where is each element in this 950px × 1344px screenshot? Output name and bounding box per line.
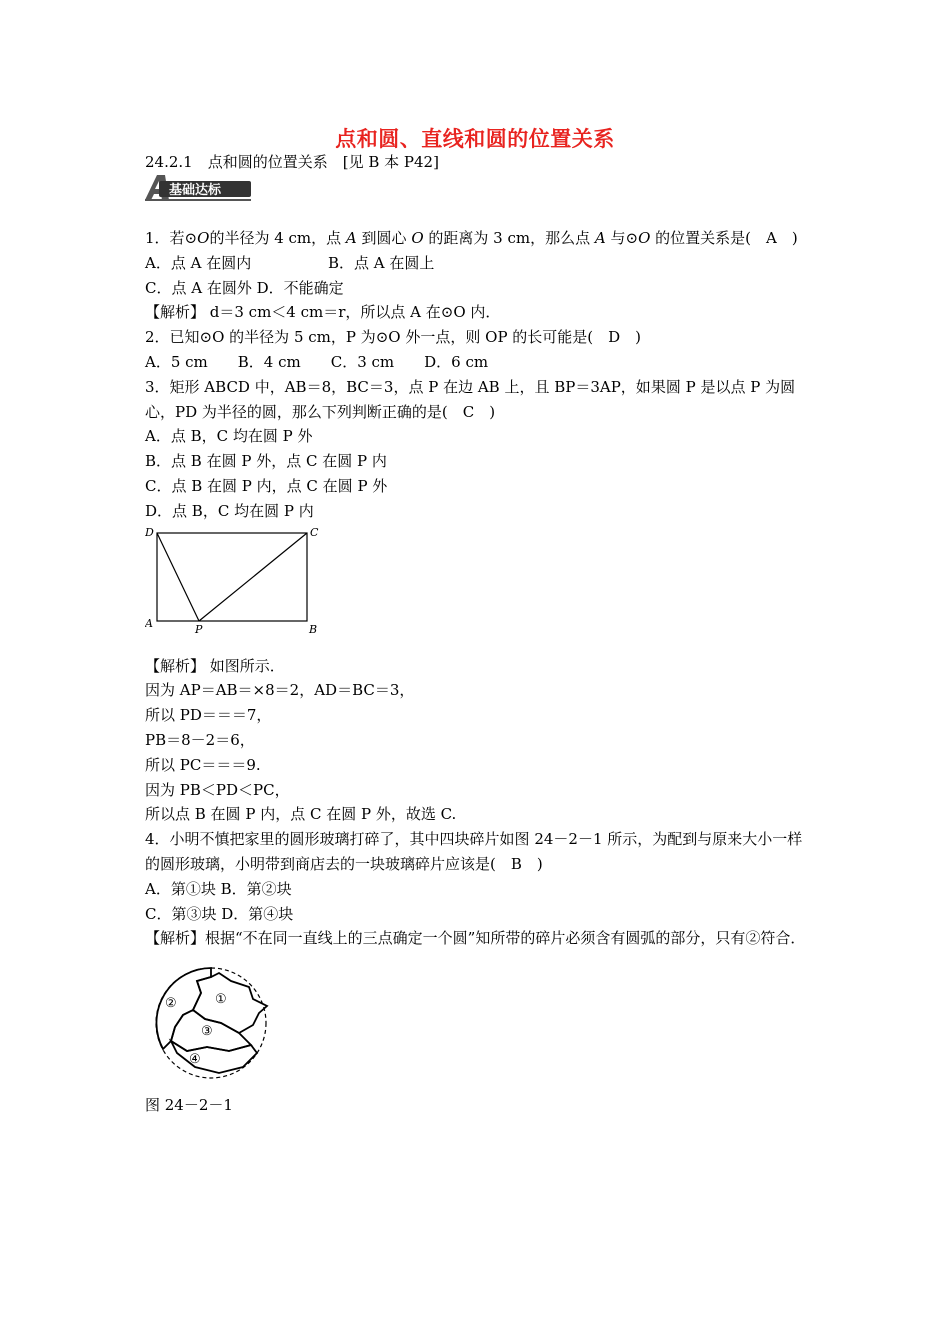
q3-stem: 3．矩形 ABCD 中，AB＝8，BC＝3，点 P 在边 AB 上，且 BP＝3AP，如果圆 P 是以点 P 为圆心，PD 为半径的圆，那么下列判断正确的是( C )	[145, 377, 796, 421]
label-d: D	[145, 525, 154, 539]
label-piece-4: ④	[189, 1052, 201, 1068]
rectangle-figure	[145, 526, 325, 634]
q3-analysis-2: 因为 AP＝AB＝×8＝2，AD＝BC＝3，	[145, 681, 415, 700]
q4-stem: 4．小明不慎把家里的圆形玻璃打碎了，其中四块碎片如图 24－2－1 所示，为配到与原来大小一样的圆形玻璃，小明带到商店去的一块玻璃碎片应该是( B )	[145, 830, 803, 873]
q4-options-ab: A．第①块 B．第②块	[145, 879, 292, 898]
q2-options: A．5 cm B．4 cm C．3 cm D．6 cm	[145, 352, 489, 371]
q3-analysis-3: 所以 PD＝＝＝7，	[145, 706, 272, 725]
rect-abcd	[157, 533, 307, 621]
figure-caption: 图 24－2－1	[145, 1096, 233, 1115]
label-piece-1: ①	[215, 992, 227, 1008]
q4-analysis: 【解析】根据“不在同一直线上的三点确定一个圆”知所带的碎片必须含有圆弧的部分，只有②符合．	[145, 929, 806, 948]
q1-options-cd: C．点 A 在圆外 D．不能确定	[145, 278, 344, 297]
q2-stem: 2．已知⊙O 的半径为 5 cm，P 为⊙O 外一点，则 OP 的长可能是( D )	[145, 328, 642, 347]
segment-pc	[199, 533, 307, 621]
q3-analysis-7: 所以点 B 在圆 P 内，点 C 在圆 P 外，故选 C.	[145, 805, 457, 824]
q3-option-b: B．点 B 在圆 P 外，点 C 在圆 P 内	[145, 452, 387, 471]
badge-label: 基础达标	[169, 183, 222, 198]
piece-4	[171, 1041, 257, 1073]
segment-pd	[157, 533, 199, 621]
question-content	[145, 226, 815, 1118]
q3-option-a: A．点 B，C 均在圆 P 外	[145, 427, 313, 446]
q1-options-ab: A．点 A 在圆内 B．点 A 在圆上	[145, 253, 435, 272]
q3-analysis-1: 【解析】 如图所示．	[145, 656, 285, 675]
label-c: C	[310, 525, 319, 539]
label-p: P	[195, 622, 203, 634]
q4-options-cd: C．第③块 D．第④块	[145, 904, 294, 923]
label-a: A	[145, 616, 153, 630]
label-b: B	[309, 622, 318, 634]
q1-analysis: 【解析】 d＝3 cm＜4 cm＝r，所以点 A 在⊙O 内．	[145, 303, 501, 322]
label-piece-2: ②	[165, 996, 177, 1012]
badge-underline	[145, 199, 251, 201]
section-heading: 24.2.1 点和圆的位置关系 [见 B 本 P42]	[145, 153, 439, 171]
label-piece-3: ③	[201, 1024, 213, 1040]
q3-analysis-6: 因为 PB＜PD＜PC，	[145, 780, 290, 799]
q3-analysis-4: PB＝8－2＝6，	[145, 730, 255, 749]
q3-analysis-5: 所以 PC＝＝＝9.	[145, 755, 261, 774]
q3-option-d: D．点 B，C 均在圆 P 内	[145, 501, 314, 520]
broken-glass-figure	[149, 963, 279, 1079]
q1-stem: 1．若⊙O的半径为 4 cm，点 A 到圆心 O 的距离为 3 cm，那么点 A 与⊙O 的位置关系是( A )	[145, 229, 798, 247]
basic-badge	[143, 173, 253, 203]
page-title: 点和圆、直线和圆的位置关系	[335, 127, 615, 151]
q3-option-c: C．点 B 在圆 P 内，点 C 在圆 P 外	[145, 476, 388, 495]
